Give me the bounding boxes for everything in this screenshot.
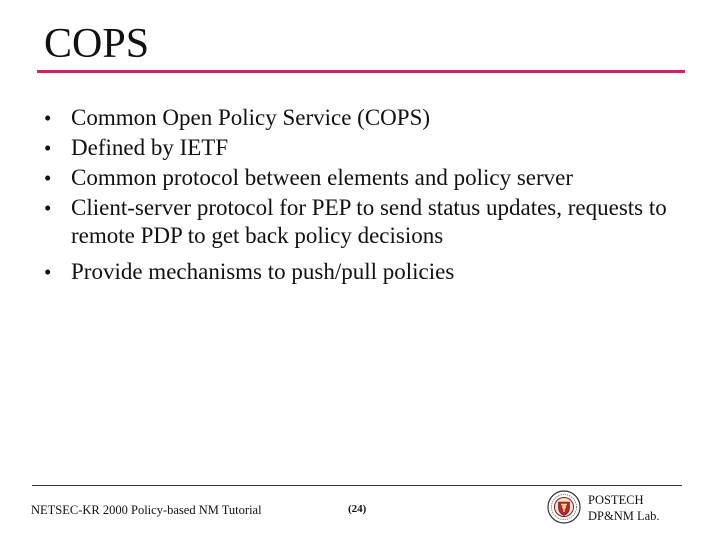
bullet-item <box>44 194 694 250</box>
bullet-list <box>44 104 694 288</box>
bullet-point-icon: • <box>44 196 52 220</box>
organization-label <box>588 492 660 524</box>
footer-tutorial-title: NETSEC-KR 2000 Policy-based NM Tutorial <box>31 503 262 517</box>
lab-name: DP&NM Lab. <box>588 509 660 523</box>
bullet-point-icon: • <box>44 260 52 284</box>
bullet-item <box>44 258 694 286</box>
page-number: (24) <box>348 503 367 515</box>
footer-divider <box>32 485 682 486</box>
bullet-point-icon: • <box>44 166 52 190</box>
bullet-point-icon: • <box>44 106 52 130</box>
bullet-text: Common protocol between elements and policy server <box>71 165 574 190</box>
bullet-item <box>44 134 694 162</box>
slide-title: COPS <box>44 21 150 67</box>
bullet-item <box>44 104 694 132</box>
bullet-point-icon: • <box>44 136 52 160</box>
bullet-text: Defined by IETF <box>71 135 229 160</box>
title-divider <box>37 70 685 73</box>
bullet-text: Common Open Policy Service (COPS) <box>71 105 431 130</box>
organization-name: POSTECH <box>588 493 644 507</box>
bullet-text: Provide mechanisms to push/pull policies <box>71 259 455 284</box>
bullet-text: Client-server protocol for PEP to send status updates, requests to remote PDP to get back policy decisions <box>71 195 667 248</box>
university-seal-icon <box>547 490 581 524</box>
bullet-item <box>44 164 694 192</box>
